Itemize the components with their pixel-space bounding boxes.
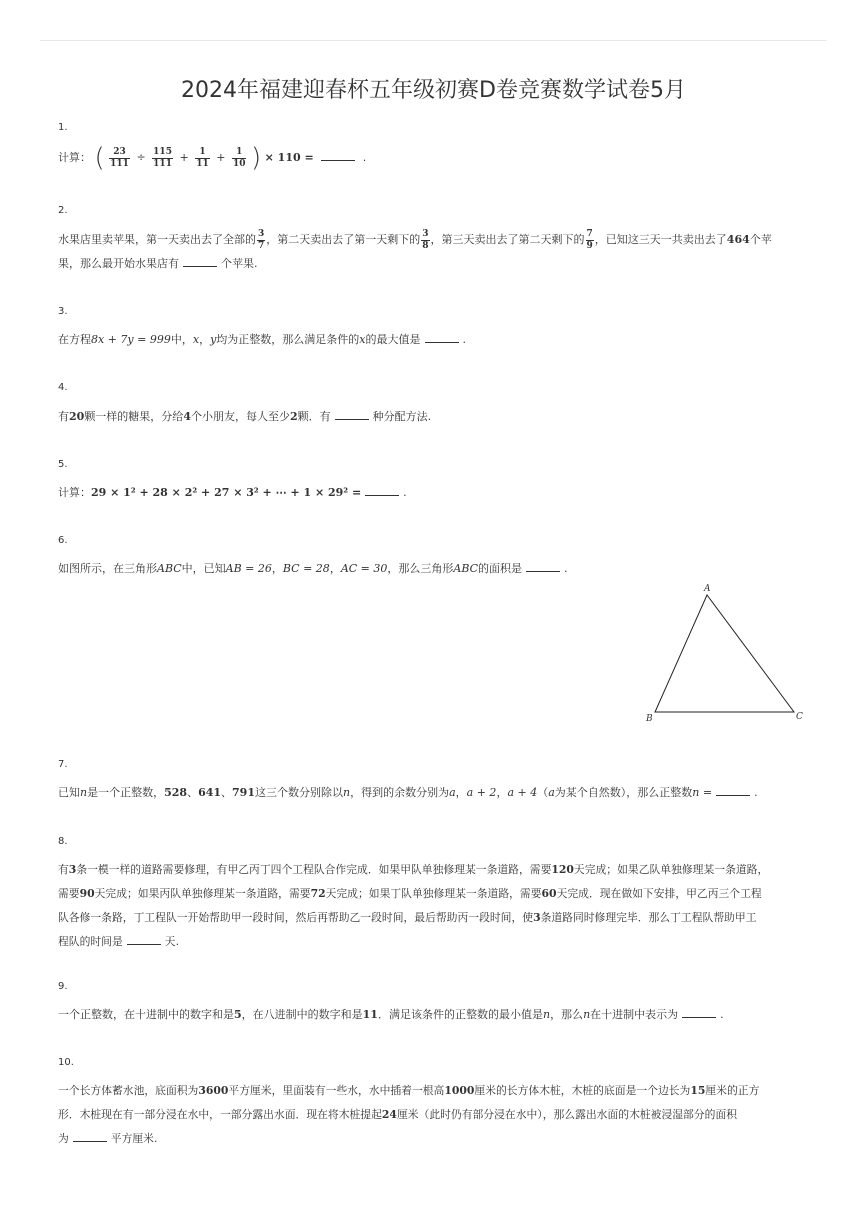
q7-t9: （ xyxy=(537,786,549,799)
q8-l3a: 队各修一条路，丁工程队一开始帮助甲一段时间，然后再帮助乙一段时间，最后帮助丙一段时间，使 xyxy=(58,911,534,924)
q1-frac-1: $\frac{23}{111}$ xyxy=(110,146,129,169)
vertex-label-c: C xyxy=(796,712,803,722)
q4-t2: 颗一样的糖果，分给 xyxy=(84,410,184,423)
q10-l3b: 平方厘米. xyxy=(110,1132,158,1145)
q1-left-paren: ( xyxy=(94,143,105,173)
vertex-label-a: A xyxy=(704,584,711,594)
q4-t3: 个小朋友，每人至少 xyxy=(190,410,290,423)
q10-l2b: 厘米（此时仍有部分浸在水中），那么露出水面的木桩被浸湿部分的面积 xyxy=(396,1108,738,1121)
q1-frac-3: $\frac{1}{11}$ xyxy=(196,146,209,169)
q7-n2: 641 xyxy=(198,786,222,799)
q6-v2: ABC xyxy=(453,562,479,575)
q1-end: . xyxy=(362,151,367,164)
q7-t10: 为某个自然数），那么正整数 xyxy=(554,786,693,799)
question-10-number: 10. xyxy=(58,1057,74,1068)
q5-end: . xyxy=(403,486,407,499)
q9-t5: 在十进制中表示为 xyxy=(590,1008,679,1021)
page-title: 2024年福建迎春杯五年级初赛D卷竞赛数学试卷5月 xyxy=(181,78,686,103)
question-6-number: 6. xyxy=(58,535,68,546)
question-1-text xyxy=(58,143,808,173)
q2-n1: 464 xyxy=(726,233,750,246)
q7-t1: 已知 xyxy=(58,786,80,799)
q9-n1: 5 xyxy=(234,1008,242,1021)
q8-l2n1: 90 xyxy=(79,887,95,900)
q1-frac-2: $\frac{115}{111}$ xyxy=(153,146,172,169)
q7-t7: ， xyxy=(455,786,467,799)
q7-n1: 528 xyxy=(164,786,188,799)
q4-t5: 种分配方法. xyxy=(372,410,432,423)
question-5-number: 5. xyxy=(58,459,68,470)
q8-l2d: 天完成．现在做如下安排，甲乙丙三个工程 xyxy=(556,887,762,900)
question-3-text xyxy=(58,328,808,352)
q7-e2: a + 4 xyxy=(507,786,538,799)
question-3-number: 3. xyxy=(58,306,68,317)
question-7-text xyxy=(58,781,808,805)
q10-l1a: 一个长方体蓄水池，底面积为 xyxy=(58,1084,199,1097)
q7-t5: 这三个数分别除以 xyxy=(255,786,343,799)
q7-t3: 、 xyxy=(187,786,199,799)
q3-t2: 中， xyxy=(170,333,193,346)
q6-e1: AB = 26 xyxy=(225,562,272,575)
question-2-number: 2. xyxy=(58,205,68,216)
q8-answer-blank[interactable] xyxy=(127,934,161,945)
q9-t2: ，在八进制中的数字和是 xyxy=(241,1008,363,1021)
q8-l3b: 条道路同时修理完毕．那么丁工程队帮助甲工 xyxy=(540,911,757,924)
q7-v4: a xyxy=(548,786,555,799)
q7-t8: ， xyxy=(496,786,508,799)
q8-l2n3: 60 xyxy=(541,887,557,900)
q6-end: . xyxy=(564,562,568,575)
q9-v1: n xyxy=(542,1008,551,1021)
q1-op-1: ÷ xyxy=(136,151,146,164)
q7-t4: 、 xyxy=(221,786,233,799)
q6-e3: AC = 30 xyxy=(340,562,388,575)
q2-t2: ，第二天卖出去了第一天剩下的 xyxy=(266,233,421,246)
question-7-number: 7. xyxy=(58,759,68,770)
q8-l4a: 程队的时间是 xyxy=(58,935,123,948)
q8-l1n2: 120 xyxy=(551,863,574,876)
q10-l2a: 形．木桩现在有一部分浸在水中，一部分露出水面．现在将木桩提起 xyxy=(58,1108,382,1121)
q10-l3a: 为 xyxy=(58,1132,69,1145)
q10-l1n3: 15 xyxy=(690,1084,706,1097)
question-4-number: 4. xyxy=(58,382,68,393)
q6-answer-blank[interactable] xyxy=(526,561,560,572)
q6-t3: ， xyxy=(271,562,283,575)
q5-expression: 29 × 1² + 28 × 2² + 27 × 3² + ⋯ + 1 × 29² = xyxy=(91,486,362,499)
q6-e2: BC = 28 xyxy=(282,562,330,575)
q8-l2c: 天完成；如果丁队单独修理某一条道路，需要 xyxy=(325,887,542,900)
q3-t4: 均为正整数，那么满足条件的 xyxy=(216,333,360,346)
q9-n2: 11 xyxy=(362,1008,378,1021)
q2-answer-blank[interactable] xyxy=(183,256,217,267)
question-10-text xyxy=(58,1079,808,1151)
q6-t2: 中，已知 xyxy=(181,562,226,575)
q7-t2: 是一个正整数， xyxy=(87,786,165,799)
q3-answer-blank[interactable] xyxy=(425,332,459,343)
q4-t4: 颗．有 xyxy=(297,410,331,423)
q7-v2: n xyxy=(343,786,351,799)
q9-t3: ．满足该条件的正整数的最小值是 xyxy=(377,1008,543,1021)
q5-t1: 计算： xyxy=(58,486,91,499)
q8-l2a: 需要 xyxy=(58,887,80,900)
q5-answer-blank[interactable] xyxy=(365,485,399,496)
q4-n1: 20 xyxy=(69,410,85,423)
q3-t3: ， xyxy=(199,333,211,346)
q8-l1n1: 3 xyxy=(68,863,77,876)
q8-l1a: 有 xyxy=(58,863,69,876)
q2-t3: ，第三天卖出去了第二天剩下的 xyxy=(430,233,585,246)
q2-t7: 个苹果. xyxy=(221,257,258,270)
q10-answer-blank[interactable] xyxy=(73,1131,107,1142)
q8-l3n1: 3 xyxy=(533,911,541,924)
q3-t5: 的最大值是 xyxy=(365,333,421,346)
q2-t6: 果，那么最开始水果店有 xyxy=(58,257,179,270)
q6-t6: 的面积是 xyxy=(478,562,523,575)
triangle-figure xyxy=(640,580,815,725)
q10-l1n1: 3600 xyxy=(198,1084,229,1097)
q1-suffix: × 110 = xyxy=(264,151,314,164)
q8-l2n2: 72 xyxy=(310,887,326,900)
q10-l1d: 厘米的正方 xyxy=(705,1084,760,1097)
q7-t6: ，得到的余数分别为 xyxy=(350,786,450,799)
q2-t1: 水果店里卖苹果，第一天卖出去了全部的 xyxy=(58,233,256,246)
q2-t5: 个苹 xyxy=(749,233,772,246)
q7-v3: a xyxy=(449,786,456,799)
q1-op-3: + xyxy=(216,151,226,164)
q4-n3: 2 xyxy=(289,410,298,423)
q2-frac-1: $\frac{3}{7}$ xyxy=(258,228,265,251)
q7-n3: 791 xyxy=(232,786,255,799)
question-4-text xyxy=(58,405,808,429)
question-6-text xyxy=(58,557,808,581)
q7-e1: a + 2 xyxy=(466,786,497,799)
q3-end: . xyxy=(462,333,466,346)
vertex-label-b: B xyxy=(646,714,653,724)
q2-frac-2: $\frac{3}{8}$ xyxy=(422,228,429,251)
question-8-text xyxy=(58,858,808,954)
q9-v2: n xyxy=(583,1008,591,1021)
q2-frac-3: $\frac{7}{9}$ xyxy=(586,228,593,251)
q1-right-paren: ) xyxy=(250,143,262,173)
q4-t1: 有 xyxy=(58,410,69,423)
question-9-text xyxy=(58,1003,808,1027)
q3-t1: 在方程 xyxy=(58,333,91,346)
q4-n2: 4 xyxy=(183,410,191,423)
q8-l1c: 天完成；如果乙队单独修理某一条道路， xyxy=(573,863,769,876)
q2-t4: ，已知这三天一共卖出去了 xyxy=(594,233,727,246)
q1-answer-blank[interactable] xyxy=(321,150,355,161)
question-5-text xyxy=(58,481,808,505)
q4-answer-blank[interactable] xyxy=(335,409,369,420)
q7-v1: n xyxy=(80,786,88,799)
question-9-number: 9. xyxy=(58,981,68,992)
q6-t1: 如图所示，在三角形 xyxy=(58,562,157,575)
q8-l4b: 天. xyxy=(164,935,180,948)
triangle-abc xyxy=(655,595,794,712)
q10-l1c: 厘米的长方体木桩，木桩的底面是一个边长为 xyxy=(474,1084,691,1097)
q9-t4: ，那么 xyxy=(550,1008,584,1021)
q3-v1: x xyxy=(192,333,200,346)
q3-v2: y xyxy=(210,333,217,346)
q9-end: . xyxy=(720,1008,724,1021)
q10-l1n2: 1000 xyxy=(444,1084,475,1097)
q1-prefix: 计算： xyxy=(58,151,91,164)
q8-l1b: 条一模一样的道路需要修理，有甲乙丙丁四个工程队合作完成．如果甲队单独修理某一条道路，需要 xyxy=(76,863,552,876)
q6-t5: ，那么三角形 xyxy=(387,562,454,575)
q6-t4: ， xyxy=(329,562,341,575)
q7-e3: n = xyxy=(692,786,713,799)
q9-t1: 一个正整数，在十进制中的数字和是 xyxy=(58,1008,234,1021)
q3-v3: x xyxy=(359,333,366,346)
q1-frac-4: $\frac{1}{10}$ xyxy=(232,146,246,169)
q10-l1b: 平方厘米，里面装有一些水，水中插着一根高 xyxy=(228,1084,445,1097)
q7-end: . xyxy=(754,786,758,799)
q3-equation: 8x + 7y = 999 xyxy=(91,333,171,346)
question-8-number: 8. xyxy=(58,836,68,847)
top-divider xyxy=(40,40,827,41)
q10-l2n1: 24 xyxy=(381,1108,397,1121)
q1-op-2: + xyxy=(179,151,189,164)
question-1-number: 1. xyxy=(58,122,68,133)
q9-answer-blank[interactable] xyxy=(682,1007,716,1018)
question-2-text xyxy=(58,228,808,276)
q7-answer-blank[interactable] xyxy=(716,785,750,796)
q8-l2b: 天完成；如果丙队单独修理某一条道路，需要 xyxy=(94,887,311,900)
q6-v1: ABC xyxy=(157,562,182,575)
